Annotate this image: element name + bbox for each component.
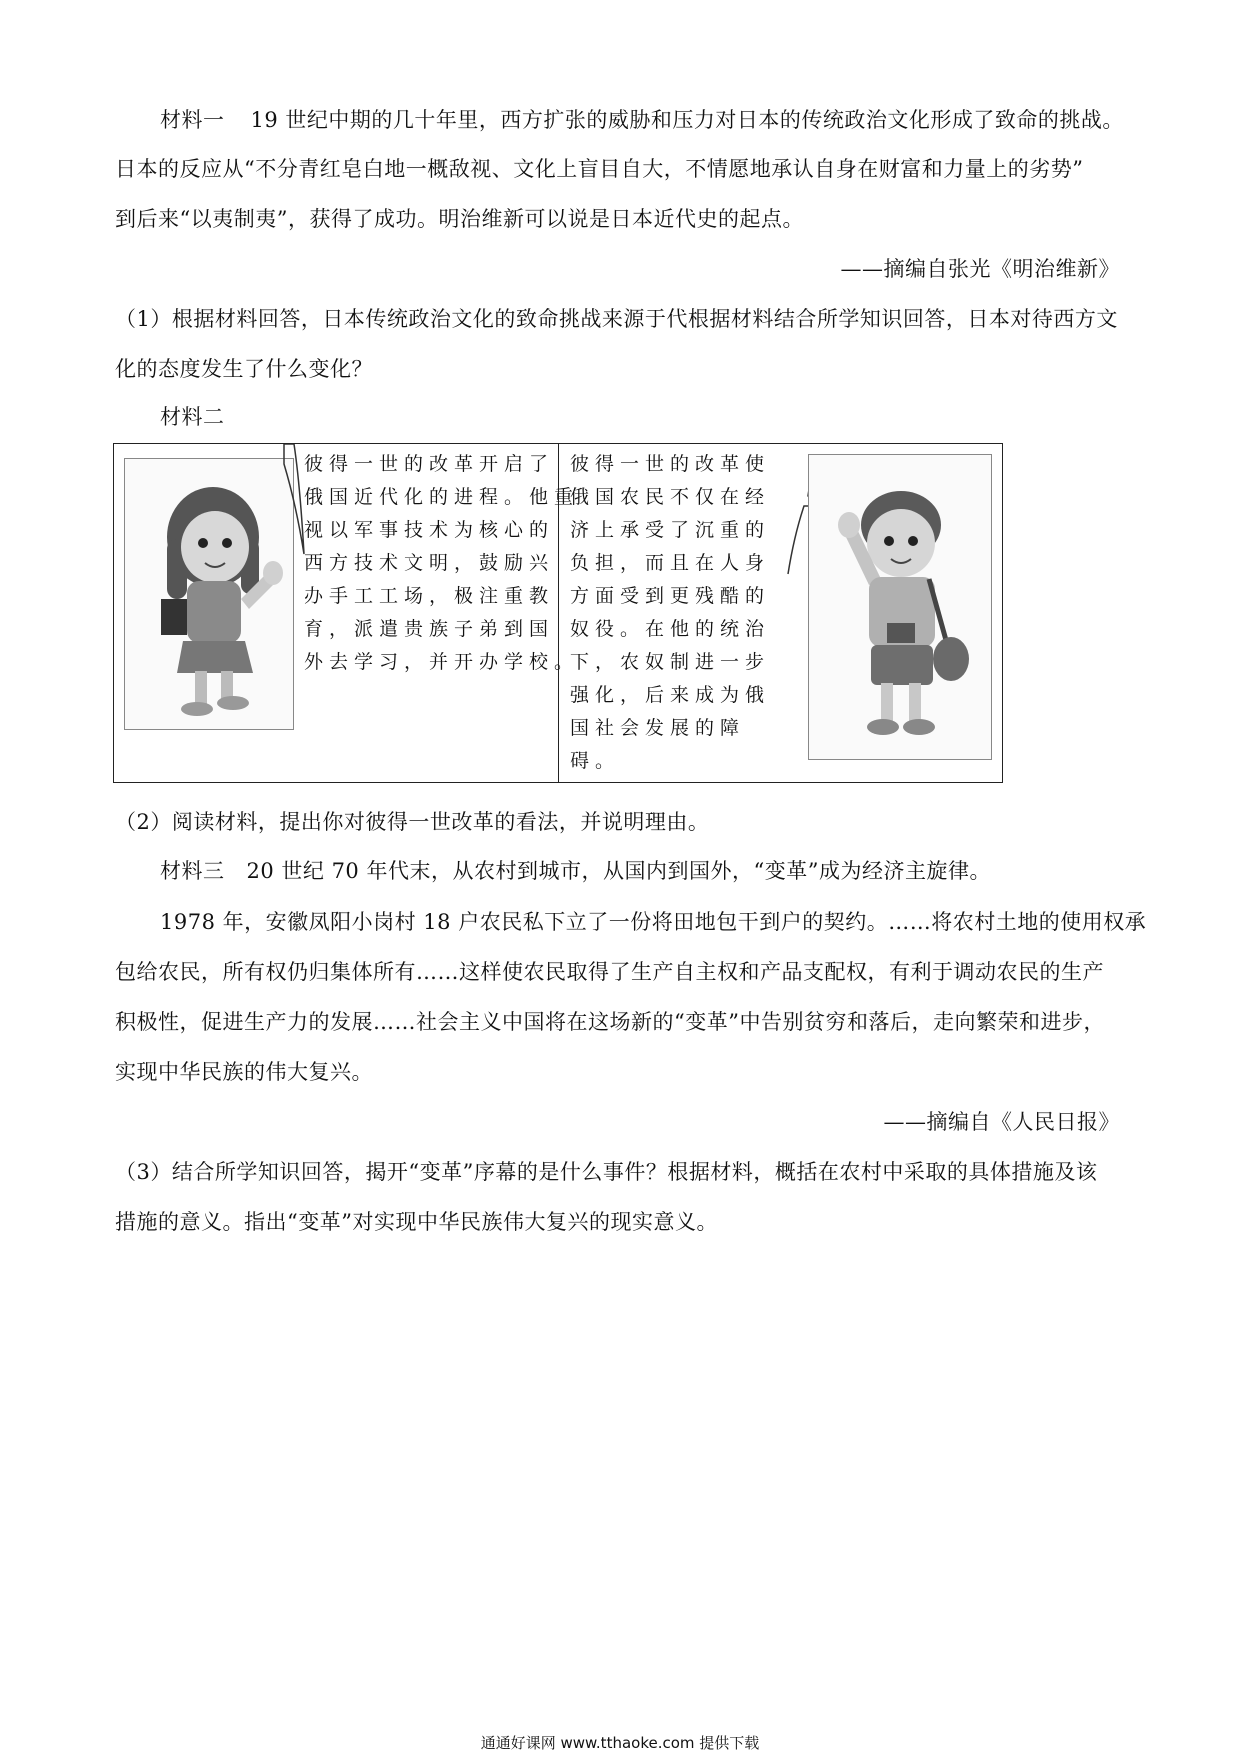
left-text-line: 育，派遣贵族子弟到国 [304, 618, 555, 640]
material2-label: 材料二 [160, 405, 225, 429]
right-text-line: 俄国农民不仅在经 [570, 486, 771, 508]
page-footer: 通通好课网 www.tthaoke.com 提供下载 [480, 1734, 760, 1752]
material3-p2-line1: 1978 年，安徽凤阳小岗村 18 户农民私下立了一份将田地包干到户的契约。……将农村土地的使用权承 [160, 910, 1147, 934]
question3-line1: （3）结合所学知识回答，揭开“变革”序幕的是什么事件？根据材料，概括在农村中采取的具体措施及该 [115, 1160, 1098, 1184]
boy-cartoon-icon [809, 455, 991, 759]
right-text-line: 方面受到更残酷的 [570, 585, 771, 607]
boy-illustration [808, 454, 992, 760]
left-text-line: 外去学习，并开办学校。 [304, 651, 580, 673]
right-text-line: 负担，而且在人身 [570, 552, 771, 574]
question1-line2: 化的态度发生了什么变化？ [115, 357, 373, 381]
left-text-line: 办手工工场，极注重教 [304, 585, 555, 607]
material1-line1: 19 世纪中期的几十年里，西方扩张的威胁和压力对日本的传统政治文化形成了致命的挑战。 [250, 108, 1124, 132]
question1-line1: （1）根据材料回答，日本传统政治文化的致命挑战来源于代根据材料结合所学知识回答，日本对待西方文 [115, 307, 1118, 331]
right-text-line: 奴役。在他的统治 [570, 618, 771, 640]
material3-p2-line3: 积极性，促进生产力的发展……社会主义中国将在这场新的“变革”中告别贫穷和落后，走向繁荣和进步， [115, 1010, 1105, 1034]
material3-first-line [160, 857, 991, 885]
right-text-line: 下，农奴制进一步 [570, 651, 771, 673]
material3-line1: 20 世纪 70 年代末，从农村到城市，从国内到国外，“变革”成为经济主旋律。 [246, 859, 991, 883]
right-text-line: 彼得一世的改革使 [570, 453, 771, 475]
left-text-line: 彼得一世的改革开启了 [304, 453, 555, 475]
material2-left-text [304, 448, 579, 679]
material1-source: ——摘编自张光《明治维新》 [840, 257, 1120, 281]
material1-label: 材料一 [160, 108, 225, 132]
material3-p2-line2: 包给农民，所有权仍归集体所有……这样使农民取得了生产自主权和产品支配权，有利于调动农民的生产 [115, 960, 1104, 984]
left-text-line: 视以军事技术为核心的 [304, 519, 555, 541]
material3-p2-line4: 实现中华民族的伟大复兴。 [115, 1060, 373, 1084]
right-text-line: 强化，后来成为俄 [570, 684, 771, 706]
material3-label: 材料三 [160, 859, 225, 883]
material2-comic-table [113, 443, 1003, 783]
left-text-line: 西方技术文明，鼓励兴 [304, 552, 555, 574]
question2-line1: （2）阅读材料，提出你对彼得一世改革的看法，并说明理由。 [115, 810, 710, 834]
material3-source: ——摘编自《人民日报》 [883, 1110, 1120, 1134]
question3-line2: 措施的意义。指出“变革”对实现中华民族伟大复兴的现实意义。 [115, 1210, 718, 1234]
girl-illustration [124, 458, 294, 730]
girl-cartoon-icon [125, 459, 293, 729]
left-text-line: 俄国近代化的进程。他重 [304, 486, 580, 508]
material2-right-text [570, 448, 770, 778]
material1-line2: 日本的反应从“不分青红皂白地一概敌视、文化上盲目自大，不情愿地承认自身在财富和力量上的劣势” [115, 157, 1084, 181]
material1-first-line [160, 106, 1124, 134]
right-text-line: 碍。 [570, 750, 621, 772]
right-text-line: 国社会发展的障 [570, 717, 746, 739]
material1-line3: 到后来“以夷制夷”，获得了成功。明治维新可以说是日本近代史的起点。 [115, 207, 804, 231]
right-text-line: 济上承受了沉重的 [570, 519, 771, 541]
